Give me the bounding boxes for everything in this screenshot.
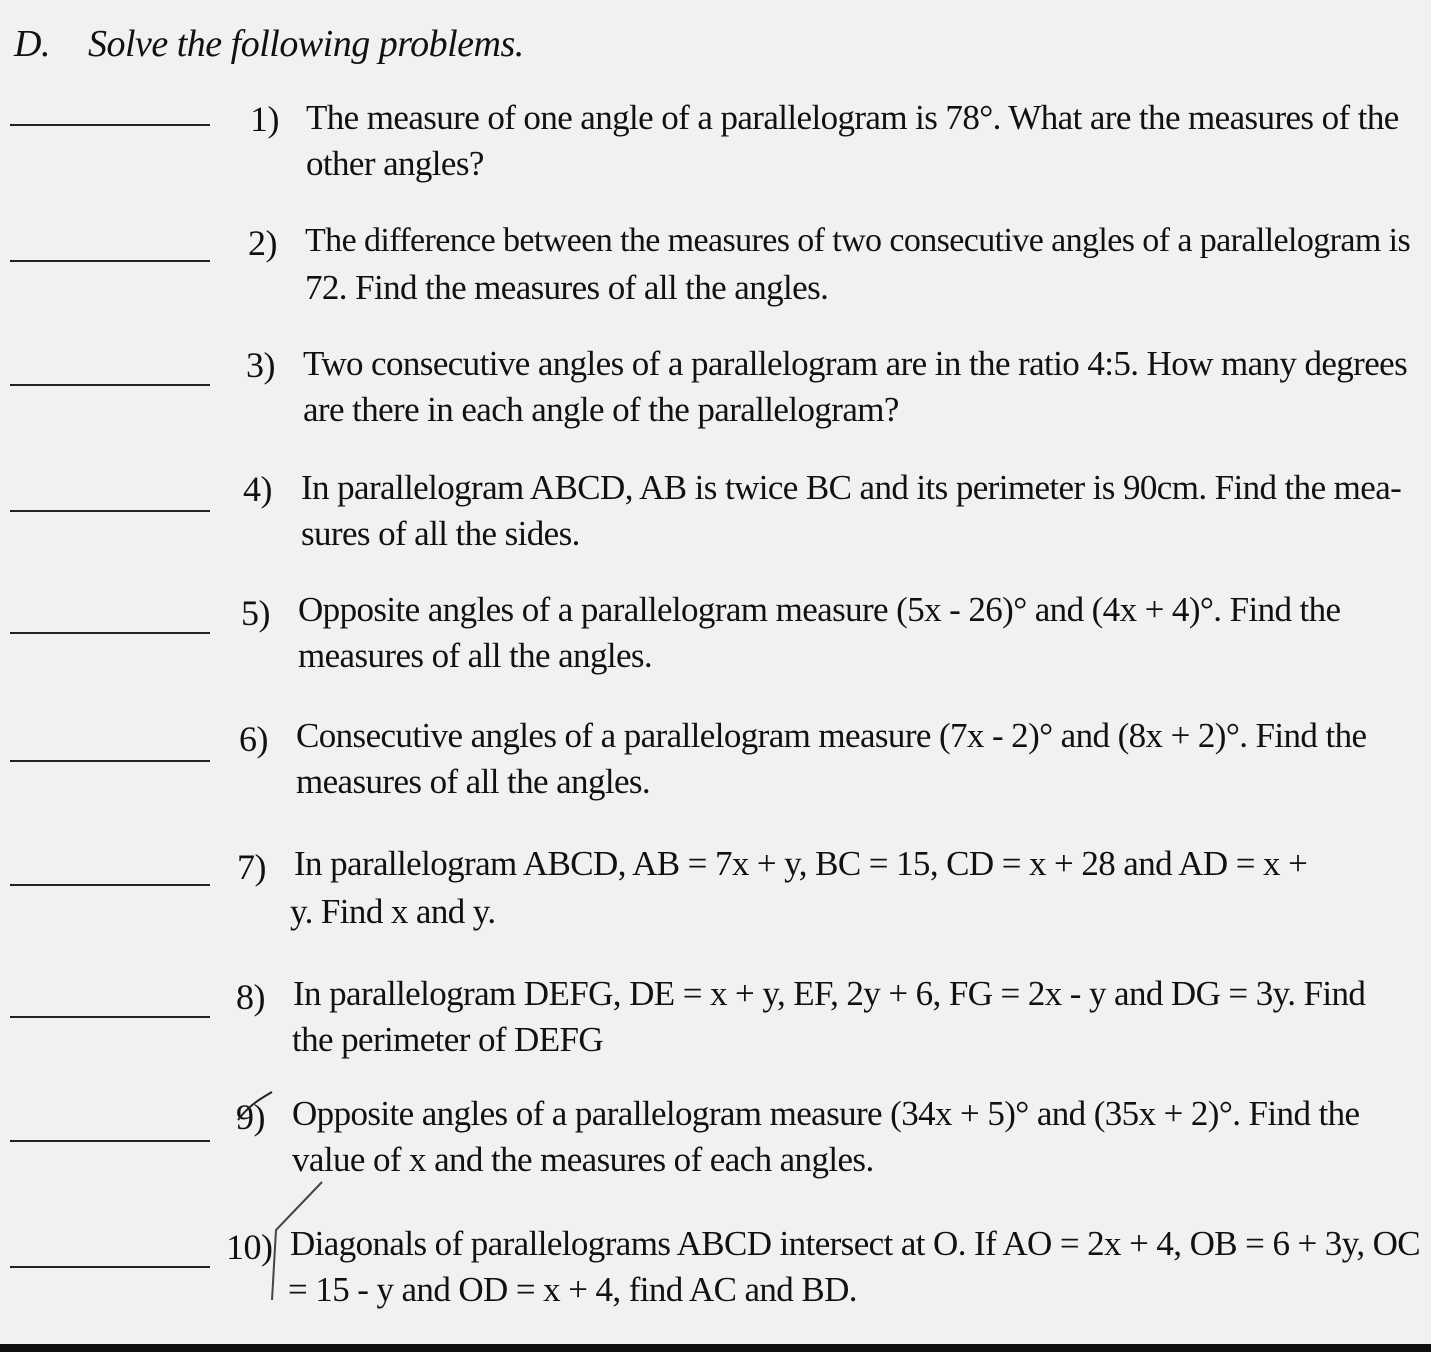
problem-text-line-2: the perimeter of DEFG	[292, 1020, 604, 1059]
problem-text-line-2: value of x and the measures of each angles.	[292, 1140, 874, 1179]
problem-text-line-2: = 15 - y and OD = x + 4, find AC and BD.	[288, 1270, 857, 1309]
problem-text-line-1: The difference between the measures of two consecutive angles of a parallelogram is	[305, 222, 1411, 259]
problem-number: 5)	[241, 593, 270, 633]
problem-text-line-1: Opposite angles of a parallelogram measure (34x + 5)° and (35x + 2)°. Find the	[292, 1094, 1360, 1133]
problem-text-line-1: In parallelogram ABCD, AB is twice BC and its perimeter is 90cm. Find the mea-	[301, 468, 1402, 507]
problem-number: 7)	[237, 847, 266, 887]
problem-text-line-1: In parallelogram ABCD, AB = 7x + y, BC = 15, CD = x + 28 and AD = x +	[294, 844, 1308, 883]
problem-4	[0, 468, 1431, 578]
problem-text-line-1: The measure of one angle of a parallelogram is 78°. What are the measures of the	[306, 98, 1399, 137]
problem-number: 3)	[246, 345, 275, 385]
problem-8	[0, 964, 1431, 1074]
problem-text-line-1: In parallelogram DEFG, DE = x + y, EF, 2y + 6, FG = 2x - y and DG = 3y. Find	[293, 974, 1366, 1013]
answer-blank[interactable]	[10, 1266, 210, 1268]
answer-blank[interactable]	[10, 384, 210, 386]
problem-number: 9)	[236, 1097, 265, 1137]
problem-text-line-2: measures of all the angles.	[298, 636, 653, 675]
answer-blank[interactable]	[10, 1140, 210, 1142]
problem-3	[0, 344, 1431, 454]
problem-2	[0, 222, 1431, 332]
section-letter: D.	[14, 23, 50, 65]
problem-text-line-1: Two consecutive angles of a parallelogram are in the ratio 4:5. How many degrees	[303, 344, 1408, 383]
problem-10	[0, 1216, 1431, 1326]
problem-5	[0, 590, 1431, 700]
problem-6	[0, 714, 1431, 824]
page-bottom-edge	[0, 1344, 1431, 1352]
problem-number: 2)	[248, 223, 277, 263]
problem-number: 8)	[236, 977, 265, 1017]
problem-text-line-1: Consecutive angles of a parallelogram measure (7x - 2)° and (8x + 2)°. Find the	[296, 716, 1367, 755]
problem-text-line-2: are there in each angle of the parallelogram?	[303, 390, 899, 429]
answer-blank[interactable]	[10, 760, 210, 762]
problem-text-line-2: y. Find x and y.	[290, 892, 496, 931]
problem-text-line-2: sures of all the sides.	[301, 514, 580, 553]
problem-text-line-2: measures of all the angles.	[296, 762, 651, 801]
section-heading	[14, 22, 524, 66]
problem-1	[0, 98, 1431, 208]
problem-text-line-2: 72. Find the measures of all the angles.	[305, 268, 829, 307]
answer-blank[interactable]	[10, 632, 210, 634]
answer-blank[interactable]	[10, 124, 210, 126]
answer-blank[interactable]	[10, 884, 210, 886]
problem-text-line-2: other angles?	[306, 144, 484, 183]
problem-9	[0, 1090, 1431, 1200]
problem-text-line-1: Opposite angles of a parallelogram measure (5x - 26)° and (4x + 4)°. Find the	[298, 590, 1341, 629]
problem-7	[0, 840, 1431, 950]
problem-text-line-1: Diagonals of parallelograms ABCD intersect at O. If AO = 2x + 4, OB = 6 + 3y, OC	[290, 1224, 1421, 1263]
problem-number: 6)	[239, 719, 268, 759]
answer-blank[interactable]	[10, 1016, 210, 1018]
answer-blank[interactable]	[10, 510, 210, 512]
problem-number: 4)	[243, 469, 272, 509]
problem-number: 1)	[250, 99, 279, 139]
answer-blank[interactable]	[10, 260, 210, 262]
problem-number: 10)	[226, 1227, 273, 1267]
section-title: Solve the following problems.	[87, 23, 524, 65]
